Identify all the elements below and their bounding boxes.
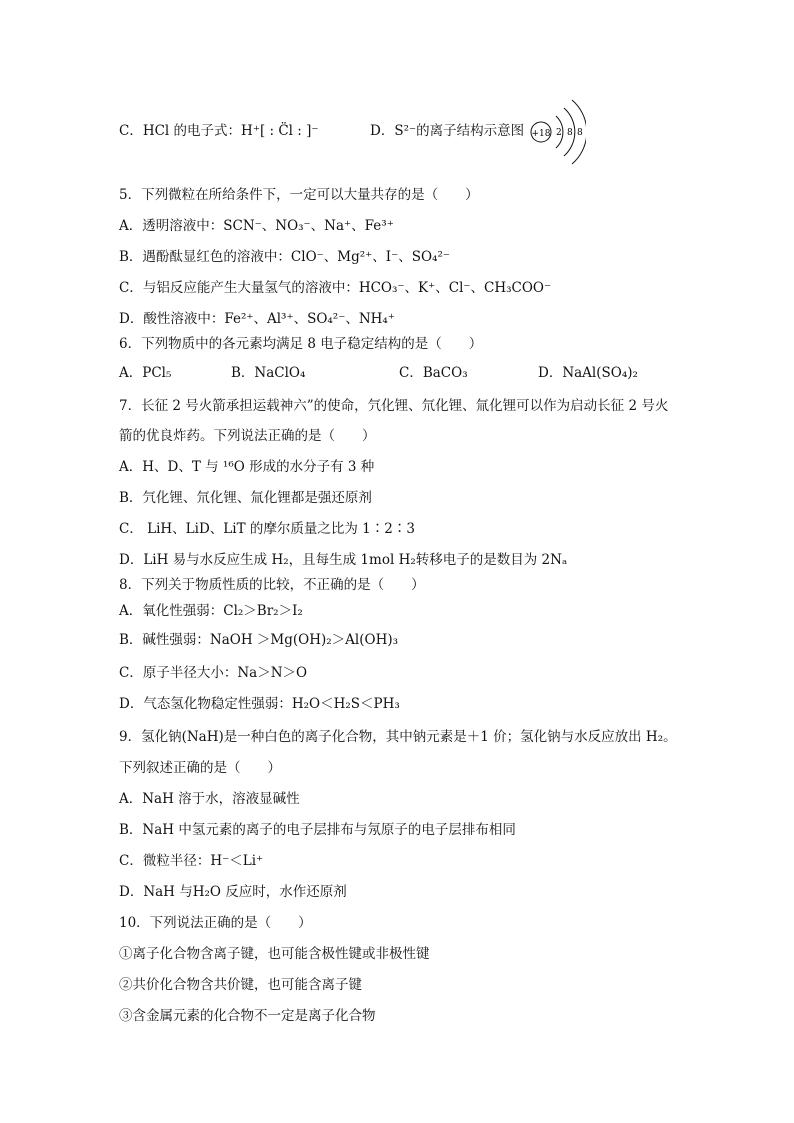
q9-option-d: D．NaH 与H₂O 反应时，水作还原剂 (119, 884, 347, 900)
q10-statement-2: ②共价化合物含共价键，也可能含离子键 (119, 977, 362, 993)
s-ion-structure-diagram (524, 94, 586, 170)
q6-option-b: B．NaClO₄ (231, 365, 306, 381)
q7-option-c: C． LiH、LiD、LiT 的摩尔质量之比为 1∶2∶3 (119, 521, 415, 537)
q8-stem: 8．下列关于物质性质的比较，不正确的是（ ） (119, 577, 425, 593)
q5-option-a: A．透明溶液中：SCN⁻、NO₃⁻、Na⁺、Fe³⁺ (119, 218, 394, 234)
q5-option-b: B．遇酚酞显红色的溶液中：ClO⁻、Mg²⁺、I⁻、SO₄²⁻ (119, 249, 450, 265)
q8-option-a: A．氧化性强弱：Cl₂＞Br₂＞I₂ (119, 603, 303, 619)
q10-statement-1: ①离子化合物含离子键，也可能含极性键或非极性键 (119, 946, 430, 962)
q10-stem: 10．下列说法正确的是（ ） (119, 915, 312, 931)
shell-1-count: 2 (556, 128, 562, 138)
q8-option-b: B．碱性强弱：NaOH ＞Mg(OH)₂＞Al(OH)₃ (119, 632, 399, 648)
q5-option-d: D．酸性溶液中：Fe²⁺、Al³⁺、SO₄²⁻、NH₄⁺ (119, 311, 395, 327)
shell-2-count: 8 (567, 128, 573, 138)
q6-option-c: C．BaCO₃ (399, 365, 468, 381)
q9-option-b: B．NaH 中氢元素的离子的电子层排布与氖原子的电子层排布相同 (119, 822, 516, 838)
q9-stem-line-2: 下列叙述正确的是（ ） (119, 760, 281, 776)
q4-option-d: D．S²⁻的离子结构示意图 (370, 123, 525, 139)
q10-statement-3: ③含金属元素的化合物不一定是离子化合物 (119, 1008, 376, 1024)
q7-stem-line-2: 箭的优良炸药。下列说法正确的是（ ） (119, 428, 376, 444)
q9-stem-line-1: 9．氢化钠(NaH)是一种白色的离子化合物，其中钠元素是＋1 价；氢化钠与水反应放出 H₂。 (119, 729, 677, 745)
q8-option-c: C．原子半径大小：Na＞N＞O (119, 665, 308, 681)
shell-3-count: 8 (577, 128, 583, 138)
q5-stem: 5．下列微粒在所给条件下，一定可以大量共存的是（ ） (119, 187, 479, 203)
q7-stem-line-1: 7．长征 2 号火箭承担运载神六”的使命，氕化锂、氘化锂、氚化锂可以作为启动长征 2 号火 (119, 398, 669, 414)
q7-option-d: D．LiH 易与水反应生成 H₂，且每生成 1mol H₂转移电子的是数目为 2Nₐ (119, 552, 568, 568)
q9-option-a: A．NaH 溶于水，溶液显碱性 (119, 791, 300, 807)
q8-option-d: D．气态氢化物稳定性强弱：H₂O＜H₂S＜PH₃ (119, 696, 400, 712)
q4-option-c: C．HCl 的电子式：H⁺[ : C̈l : ]⁻ (119, 123, 319, 139)
nucleus-charge: +18 (531, 129, 551, 139)
q5-option-c: C．与铝反应能产生大量氢气的溶液中：HCO₃⁻、K⁺、Cl⁻、CH₃COO⁻ (119, 280, 552, 296)
q7-option-b: B．氕化锂、氘化锂、氚化锂都是强还原剂 (119, 490, 372, 506)
q6-stem: 6．下列物质中的各元素均满足 8 电子稳定结构的是（ ） (119, 336, 483, 352)
q7-option-a: A．H、D、T 与 ¹⁶O 形成的水分子有 3 种 (119, 459, 375, 475)
q6-option-d: D．NaAl(SO₄)₂ (538, 365, 638, 381)
q6-option-a: A．PCl₅ (119, 365, 172, 381)
q9-option-c: C．微粒半径：H⁻＜Li⁺ (119, 853, 264, 869)
